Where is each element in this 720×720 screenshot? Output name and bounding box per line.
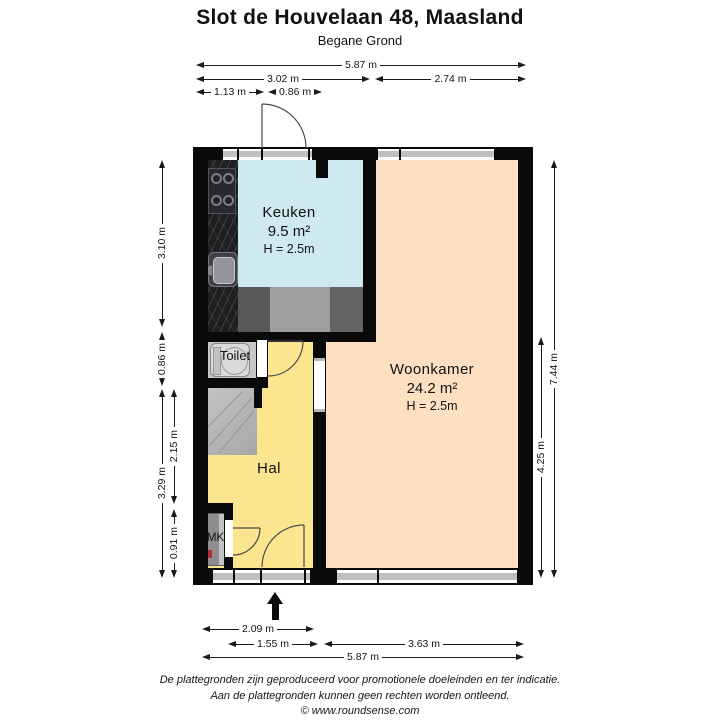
- dim-top-living: 2.74 m: [375, 72, 526, 86]
- wall-keuken-woonkamer: [363, 158, 376, 342]
- label-keuken: [230, 203, 348, 257]
- wall-toilet-bottom: [208, 378, 268, 388]
- window-mullion: [399, 149, 401, 160]
- room-name: Hal: [256, 460, 281, 477]
- room-name: Keuken: [262, 204, 316, 221]
- label-toilet: [210, 348, 260, 363]
- page-title: Slot de Houvelaan 48, Maasland: [196, 6, 524, 29]
- burner-icon: [223, 173, 234, 184]
- wall-left: [193, 147, 208, 585]
- door-jamb: [260, 570, 262, 583]
- kitchen-counter-bottom-appliance-left: [238, 287, 270, 332]
- footer-line-3: © www.roundsense.com: [300, 705, 420, 717]
- dim-bottom-door-section: 1.55 m: [228, 637, 318, 651]
- door-jamb: [304, 570, 306, 583]
- wall-below-kitchen: [208, 332, 376, 342]
- label-hal: [244, 460, 294, 477]
- window-mullion: [233, 570, 235, 583]
- wall-stub-left: [316, 158, 328, 178]
- window-bottom-right: [337, 570, 517, 583]
- footer-disclaimer: [0, 673, 720, 720]
- room-name: MK: [206, 532, 225, 544]
- door-jamb: [261, 149, 263, 160]
- window-mullion: [377, 570, 379, 583]
- window-top-right: [378, 149, 494, 160]
- dim-left-kitchen: 3.10 m: [155, 160, 169, 327]
- burner-icon: [211, 173, 222, 184]
- dim-left-toilet: 0.86 m: [155, 332, 169, 386]
- room-name: Woonkamer: [389, 361, 475, 378]
- door-swing-entrance-top: [262, 104, 306, 148]
- sink-icon: [208, 252, 238, 287]
- wall-right: [518, 147, 533, 585]
- footer-line-1: De plattegronden zijn geproduceerd voor promotionele doeleinden en ter indicatie.: [159, 674, 561, 686]
- dim-left-hall: 2.15 m: [167, 389, 181, 504]
- dim-top-total: 5.87 m: [196, 58, 526, 72]
- dim-top-entry-offset: 1.13 m: [196, 85, 264, 99]
- room-area: 9.5 m²: [267, 223, 311, 240]
- burner-icon: [211, 195, 222, 206]
- page-subtitle: Begane Grond: [317, 33, 403, 48]
- dim-right-total: 7.44 m: [547, 160, 561, 578]
- dim-bottom-hall: 2.09 m: [202, 622, 314, 636]
- wall-stair-stub: [254, 388, 262, 408]
- room-name: Toilet: [219, 348, 251, 363]
- dim-left-mk: 0.91 m: [167, 509, 181, 578]
- window-mullion: [237, 149, 239, 160]
- room-height: H = 2.5m: [263, 242, 315, 256]
- dim-bottom-total: 5.87 m: [202, 650, 524, 664]
- footer-line-2: Aan de plattegronden kunnen geen rechten worden ontleend.: [210, 689, 510, 702]
- dim-bottom-living: 3.63 m: [324, 637, 524, 651]
- door-jamb: [308, 149, 310, 160]
- room-height: H = 2.5m: [406, 399, 458, 413]
- label-woonkamer: [372, 360, 492, 414]
- kitchen-counter-bottom-center: [270, 287, 330, 332]
- dim-top-kitchen: 3.02 m: [196, 72, 370, 86]
- doorway-hal-woonkamer: [314, 358, 325, 412]
- entrance-arrow-icon: [267, 592, 284, 620]
- dim-top-door: 0.86 m: [268, 85, 315, 99]
- kitchen-counter-bottom-appliance-right: [330, 287, 363, 332]
- room-area: 24.2 m²: [406, 380, 458, 397]
- wall-mk-top: [196, 503, 233, 513]
- label-mk: [202, 532, 229, 544]
- dim-right-living: 4.25 m: [534, 337, 548, 578]
- stairs: [208, 388, 257, 455]
- dim-left-lower: 3.29 m: [155, 389, 169, 578]
